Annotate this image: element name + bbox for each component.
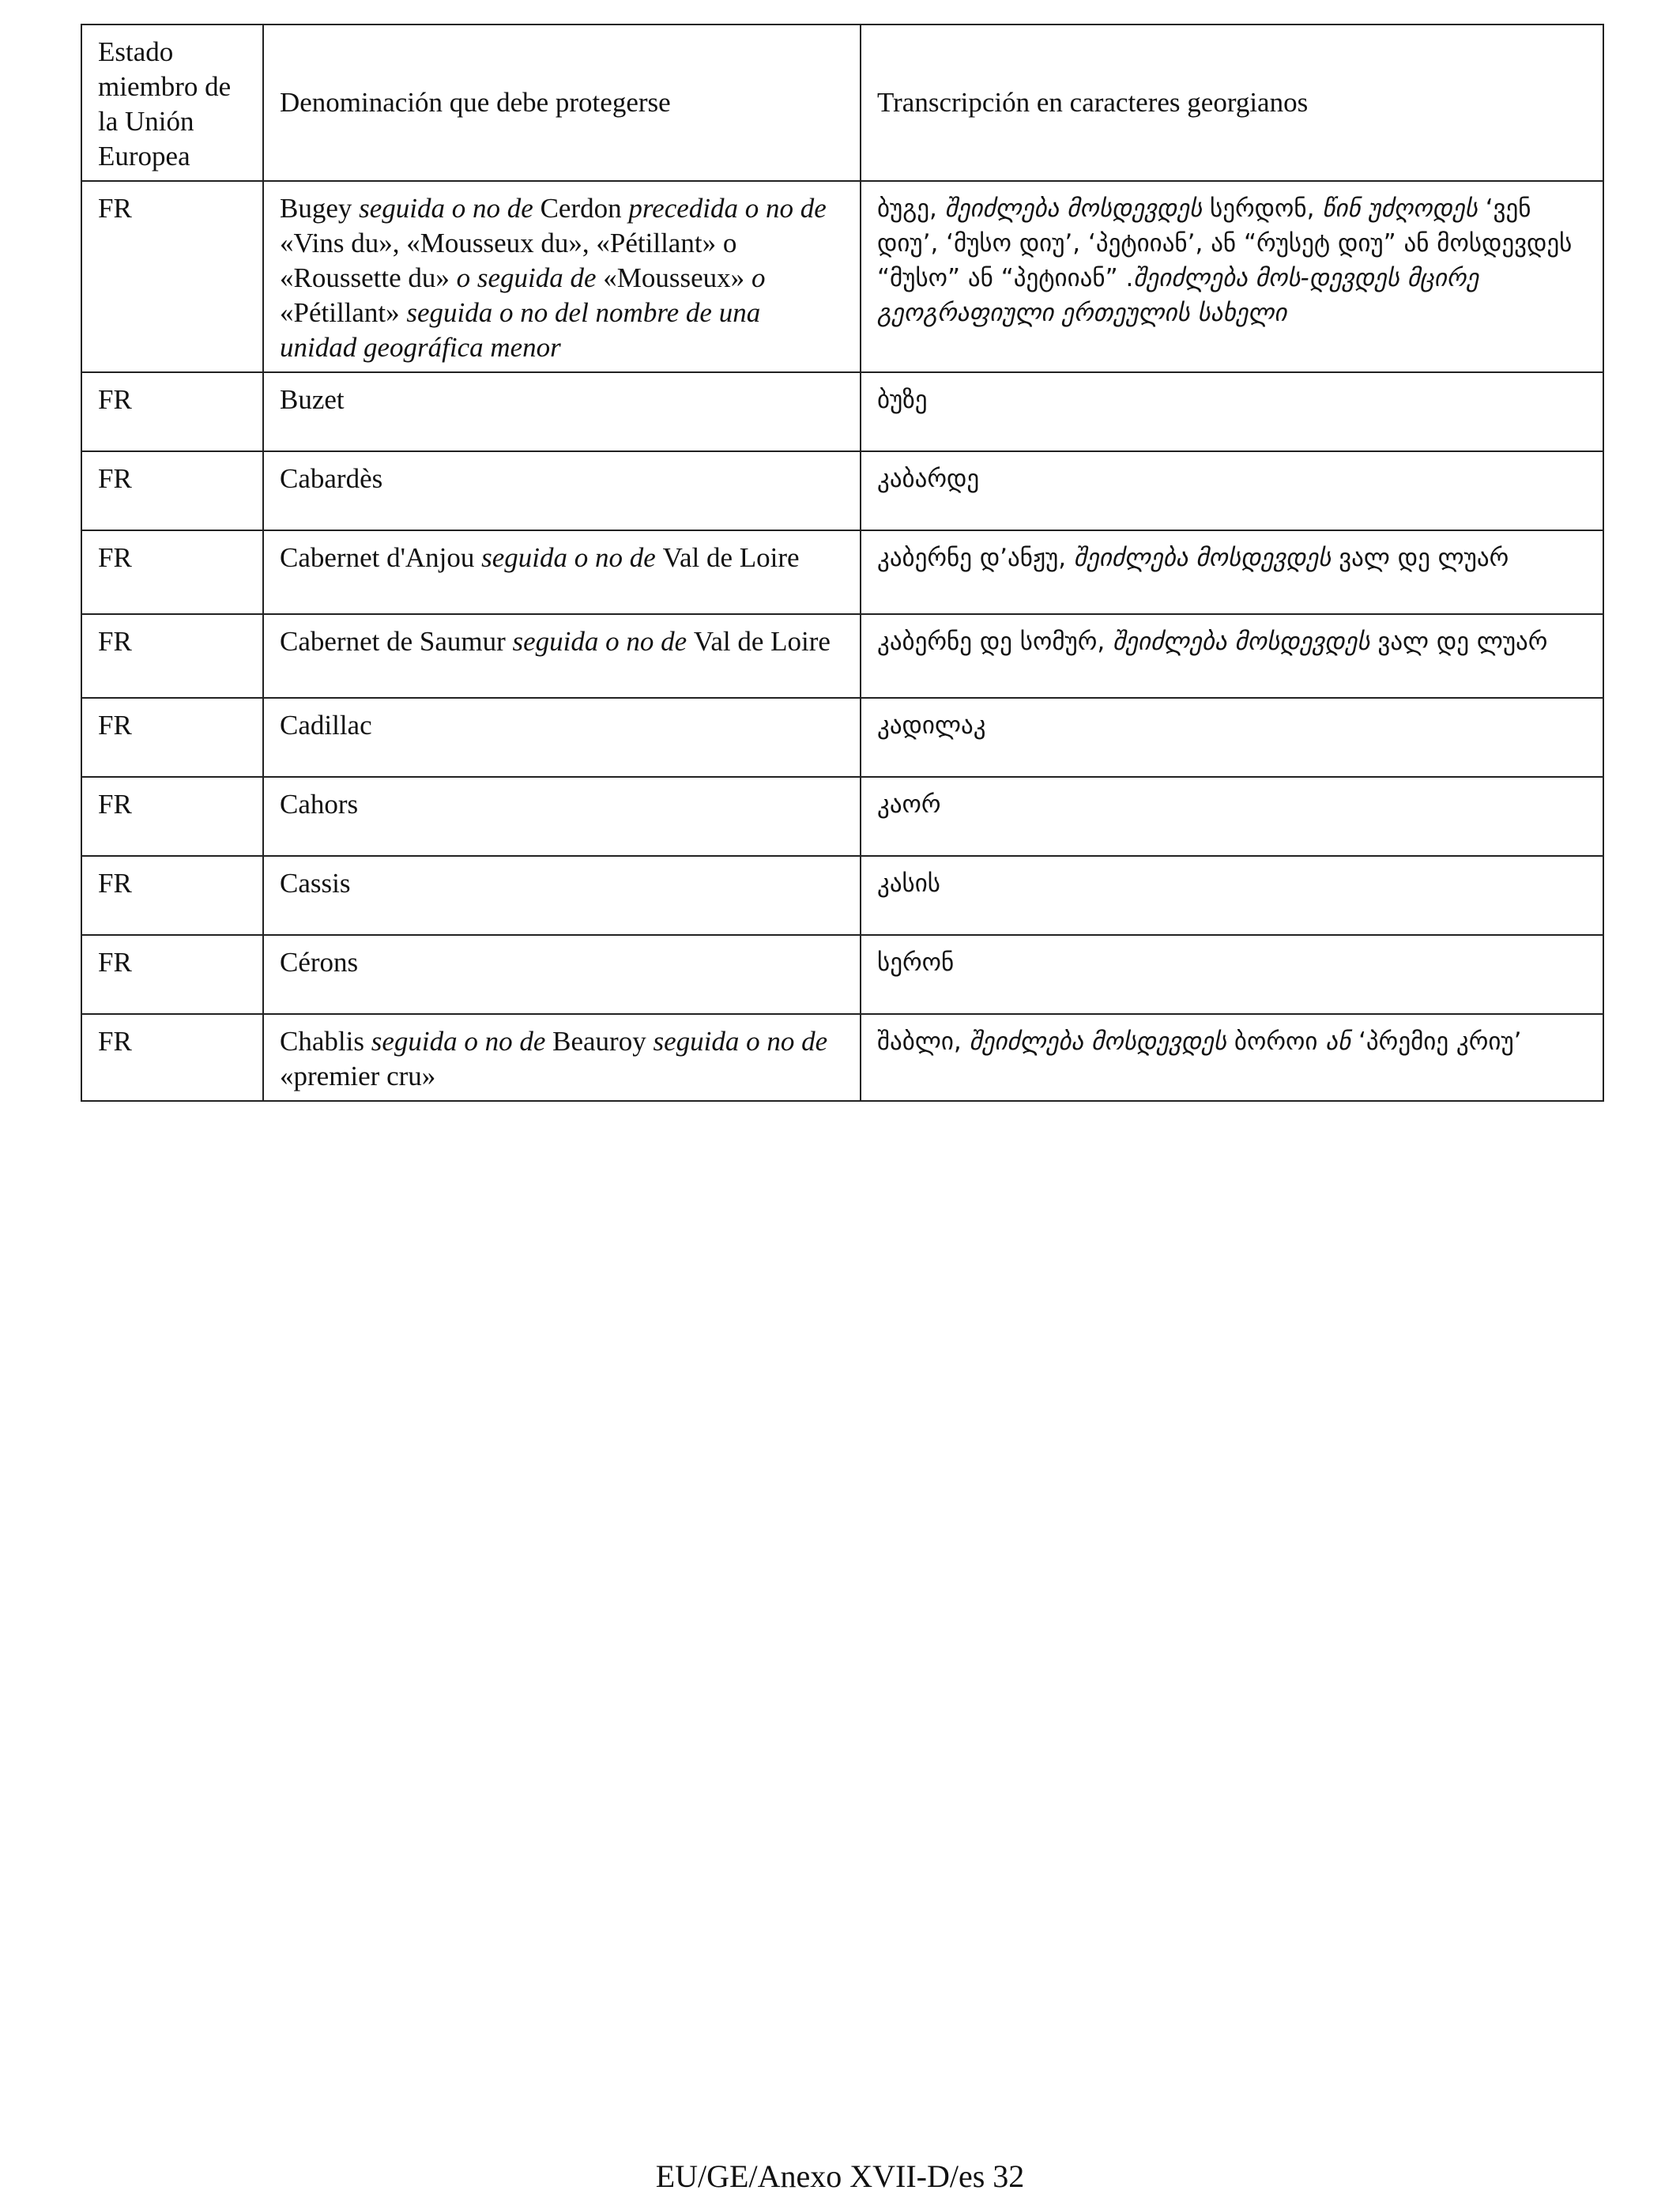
cell-georgian [861, 856, 1603, 935]
text-run: Cérons [280, 947, 359, 978]
table-row [81, 372, 1603, 451]
italic-text-run: seguida o no del nombre de una unidad geográfica menor [280, 297, 761, 363]
text-run: კაბერნე დე სომურ, [877, 628, 1113, 656]
header-georgian-transcription: Transcripción en caracteres georgianos [861, 25, 1603, 181]
cell-member-state: FR [81, 1014, 263, 1101]
text-run: Val de Loire [662, 542, 800, 573]
text-run: Val de Loire [693, 626, 831, 657]
cell-georgian [861, 1014, 1603, 1101]
text-run: «premier cru» [280, 1061, 436, 1091]
cell-denomination [263, 1014, 861, 1101]
cell-denomination [263, 451, 861, 530]
text-run: «Vins du», «Mousseux du», «Pétillant» o «Roussette du» [280, 228, 737, 293]
text-run: Cabernet de Saumur [280, 626, 513, 657]
cell-member-state: FR [81, 698, 263, 777]
table-row [81, 451, 1603, 530]
italic-text-run: o [751, 262, 766, 293]
cell-georgian [861, 451, 1603, 530]
italic-text-run: შეიძლება მოსდევდეს [969, 1027, 1234, 1056]
italic-text-run: seguida o no de [653, 1026, 828, 1057]
cell-denomination [263, 777, 861, 856]
text-run: კაბერნე დ’ანჟუ, [877, 544, 1074, 572]
italic-text-run: seguida o no de [359, 193, 541, 224]
italic-text-run: seguida o no de [371, 1026, 553, 1057]
text-run: ვალ დე ლუარ [1377, 628, 1548, 656]
table-row [81, 856, 1603, 935]
text-run: ვალ დე ლუარ [1339, 544, 1509, 572]
text-run: Cabardès [280, 463, 383, 494]
text-run: კაბარდე [877, 465, 980, 493]
italic-text-run: precedida o no de [628, 193, 827, 224]
text-run: სერდონ, [1210, 194, 1323, 223]
italic-text-run: ან [1325, 1027, 1359, 1056]
text-run: Beauroy [552, 1026, 654, 1057]
text-run: ბუზე [877, 386, 928, 414]
italic-text-run: შეიძლება მოსდევდეს [944, 194, 1211, 223]
cell-georgian [861, 372, 1603, 451]
cell-georgian [861, 614, 1603, 698]
cell-member-state: FR [81, 614, 263, 698]
cell-member-state: FR [81, 935, 263, 1014]
italic-text-run: seguida o no de [512, 626, 694, 657]
text-run: Buzet [280, 384, 345, 415]
text-run: Bugey [280, 193, 360, 224]
italic-text-run: seguida o no de [481, 542, 663, 573]
table-row [81, 1014, 1603, 1101]
cell-denomination [263, 935, 861, 1014]
cell-member-state: FR [81, 181, 263, 372]
table-row [81, 530, 1603, 614]
cell-denomination [263, 372, 861, 451]
table-body [81, 25, 1603, 1101]
cell-georgian [861, 530, 1603, 614]
text-run: კასის [877, 869, 940, 898]
text-run: Cerdon [540, 193, 629, 224]
italic-text-run: შეიძლება მოსდევდეს [1113, 628, 1378, 656]
text-run: «Mousseux» [603, 262, 751, 293]
table-header-row [81, 25, 1603, 181]
page-footer: EU/GE/Anexo XVII-D/es 32 [655, 2158, 1025, 2194]
cell-denomination [263, 530, 861, 614]
text-run: Chablis [280, 1026, 371, 1057]
cell-georgian [861, 777, 1603, 856]
cell-member-state: FR [81, 451, 263, 530]
cell-georgian [861, 935, 1603, 1014]
cell-member-state: FR [81, 372, 263, 451]
header-denomination: Denominación que debe protegerse [263, 25, 861, 181]
cell-denomination [263, 181, 861, 372]
text-run: Cadillac [280, 710, 372, 741]
table-row [81, 698, 1603, 777]
cell-member-state: FR [81, 856, 263, 935]
text-run: «Pétillant» [280, 297, 407, 328]
italic-text-run: შეიძლება მოსდევდეს [1073, 544, 1339, 572]
cell-georgian [861, 698, 1603, 777]
cell-member-state: FR [81, 777, 263, 856]
table-row [81, 777, 1603, 856]
text-run: ბოროი [1234, 1027, 1326, 1056]
text-run: ‘პრემიე კრიუ’ [1358, 1027, 1522, 1056]
italic-text-run: o seguida de [456, 262, 604, 293]
text-run: კადილაკ [877, 711, 986, 740]
text-run: Cassis [280, 868, 351, 899]
text-run: სერონ [877, 948, 955, 977]
cell-denomination [263, 614, 861, 698]
text-run: ბუგე, [877, 194, 945, 223]
text-run: Cahors [280, 789, 359, 820]
cell-georgian [861, 181, 1603, 372]
text-run: Cabernet d'Anjou [280, 542, 482, 573]
text-run: კაორ [877, 790, 941, 819]
cell-member-state: FR [81, 530, 263, 614]
table-row [81, 935, 1603, 1014]
table-row [81, 181, 1603, 372]
cell-denomination [263, 698, 861, 777]
header-member-state: Estado miembro de la Unión Europea [81, 25, 263, 181]
denominations-table [81, 24, 1604, 1102]
text-run: შაბლი, [877, 1027, 970, 1056]
italic-text-run: წინ უძღოდეს [1322, 194, 1486, 223]
table-row [81, 614, 1603, 698]
cell-denomination [263, 856, 861, 935]
italic-text-run: შეიძლება მოს-დევდეს მცირე გეოგრაფიული ერთეულის სახელი [877, 264, 1479, 327]
text-run: ‘ვენ დიუ’, ‘მუსო დიუ’, ‘პეტიიან’, ან “რუსეტ დიუ” ან მოსდევდეს “მუსო” ან “პეტიიან” . [877, 194, 1573, 292]
